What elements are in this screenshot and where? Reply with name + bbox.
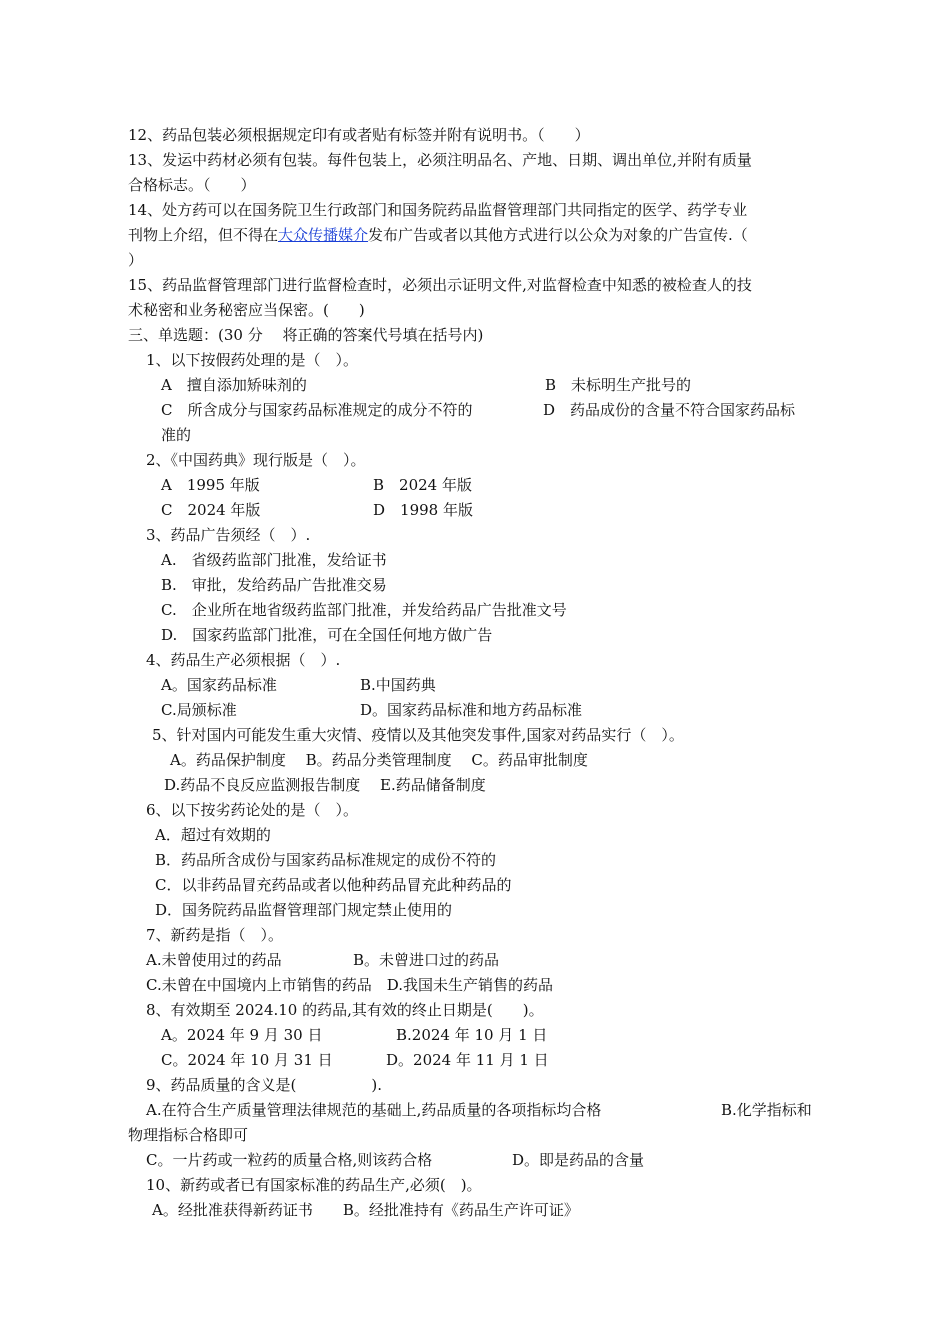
mc-q9-option-d: D。即是药品的含量 — [512, 1151, 645, 1169]
mass-media-link[interactable]: 大众传播媒介 — [278, 226, 369, 244]
judgment-question-15-line1: 15、药品监督管理部门进行监督检查时，必须出示证明文件,对监督检查中知悉的被检查人的技 — [128, 276, 752, 294]
q14-text-after-link: 发布广告或者以其他方式进行以公众为对象的广告宣传.（ — [368, 226, 748, 244]
mc-q7-option-b: B。未曾进口过的药品 — [353, 951, 500, 969]
judgment-question-13-line2: 合格标志。（ ） — [128, 176, 256, 194]
q14-text-before-link: 刊物上介绍，但不得在 — [128, 226, 279, 244]
mc-q2-option-b: B 2024 年版 — [373, 476, 472, 494]
section-heading-single-choice: 三、单选题：(30 分 将正确的答案代号填在括号内) — [128, 326, 484, 344]
mc-q9-option-b: B.化学指标和 — [721, 1101, 812, 1119]
mc-q3-option-d: D. 国家药监部门批准，可在全国任何地方做广告 — [161, 626, 493, 644]
mc-q2-option-d: D 1998 年版 — [373, 501, 473, 519]
judgment-question-14-line1: 14、处方药可以在国务院卫生行政部门和国务院药品监督管理部门共同指定的医学、药学专业 — [128, 201, 748, 219]
mc-q10-options-ab: A。经批准获得新药证书 B。经批准持有《药品生产许可证》 — [152, 1201, 579, 1219]
mc-q7-options-cd: C.未曾在中国境内上市销售的药品 D.我国未生产销售的药品 — [146, 976, 553, 994]
judgment-question-13-line1: 13、发运中药材必须有包装。每件包装上，必须注明品名、产地、日期、调出单位,并附有质量 — [128, 151, 752, 169]
mc-question-5-stem: 5、针对国内可能发生重大灾情、疫情以及其他突发事件,国家对药品实行（ ）。 — [152, 726, 684, 744]
mc-q1-option-d: D 药品成份的含量不符合国家药品标 — [543, 401, 796, 419]
mc-q3-option-b: B. 审批，发给药品广告批准交易 — [161, 576, 387, 594]
mc-q3-option-c: C. 企业所在地省级药监部门批准，并发给药品广告批准文号 — [161, 601, 567, 619]
mc-q6-option-b: B．药品所含成份与国家药品标准规定的成份不符的 — [155, 851, 497, 869]
mc-q7-option-a: A.未曾使用过的药品 — [146, 951, 282, 969]
mc-q9-option-a: A.在符合生产质量管理法律规范的基础上,药品质量的各项指标均合格 — [146, 1101, 602, 1119]
judgment-question-15-line2: 术秘密和业务秘密应当保密。( ) — [128, 301, 365, 319]
mc-q8-option-c: C。2024 年 10 月 31 日 — [161, 1051, 333, 1069]
mc-q4-option-d: D。国家药品标准和地方药品标准 — [360, 701, 583, 719]
judgment-question-14-line2 — [128, 223, 748, 248]
mc-q5-options-de: D.药品不良反应监测报告制度 E.药品储备制度 — [164, 776, 486, 794]
mc-q1-option-d-cont: 准的 — [161, 426, 192, 444]
mc-question-1-stem: 1、以下按假药处理的是（ ）。 — [146, 351, 359, 369]
mc-q8-option-d: D。2024 年 11 月 1 日 — [386, 1051, 549, 1069]
mc-question-6-stem: 6、以下按劣药论处的是（ ）。 — [146, 801, 359, 819]
mc-q9-option-b-cont: 物理指标合格即可 — [128, 1126, 249, 1144]
mc-question-8-stem: 8、有效期至 2024.10 的药品,其有效的终止日期是( )。 — [146, 1001, 544, 1019]
mc-question-10-stem: 10、新药或者已有国家标准的药品生产,必须( )。 — [146, 1176, 482, 1194]
mc-q1-option-b: B 未标明生产批号的 — [545, 376, 692, 394]
mc-question-4-stem: 4、药品生产必须根据（ ）. — [146, 651, 341, 669]
mc-question-9-stem: 9、药品质量的含义是( ). — [146, 1076, 383, 1094]
mc-q8-option-a: A。2024 年 9 月 30 日 — [161, 1026, 323, 1044]
judgment-question-14-line3: ） — [128, 251, 144, 269]
mc-q3-option-a: A. 省级药监部门批准，发给证书 — [161, 551, 387, 569]
mc-q9-option-c: C。一片药或一粒药的质量合格,则该药合格 — [146, 1151, 433, 1169]
mc-q5-options-abc: A。药品保护制度 B。药品分类管理制度 C。药品审批制度 — [170, 751, 588, 769]
mc-q2-option-c: C 2024 年版 — [161, 501, 261, 519]
mc-q8-option-b: B.2024 年 10 月 1 日 — [396, 1026, 548, 1044]
judgment-question-12: 12、药品包装必须根据规定印有或者贴有标签并附有说明书。（ ） — [128, 126, 590, 144]
mc-q1-option-a: A 擅自添加矫味剂的 — [161, 376, 307, 394]
mc-q6-option-a: A．超过有效期的 — [155, 826, 271, 844]
mc-q4-option-c: C.局颁标准 — [161, 701, 237, 719]
mc-q6-option-c: C．以非药品冒充药品或者以他种药品冒充此种药品的 — [155, 876, 512, 894]
mc-q1-option-c: C 所含成分与国家药品标准规定的成分不符的 — [161, 401, 473, 419]
mc-q2-option-a: A 1995 年版 — [161, 476, 260, 494]
mc-question-2-stem: 2、《中国药典》现行版是（ ）。 — [146, 451, 366, 469]
mc-question-7-stem: 7、新药是指（ ）。 — [146, 926, 284, 944]
mc-q4-option-a: A。国家药品标准 — [161, 676, 277, 694]
mc-q6-option-d: D．国务院药品监督管理部门规定禁止使用的 — [155, 901, 453, 919]
mc-q4-option-b: B.中国药典 — [360, 676, 436, 694]
mc-question-3-stem: 3、药品广告须经（ ）. — [146, 526, 311, 544]
